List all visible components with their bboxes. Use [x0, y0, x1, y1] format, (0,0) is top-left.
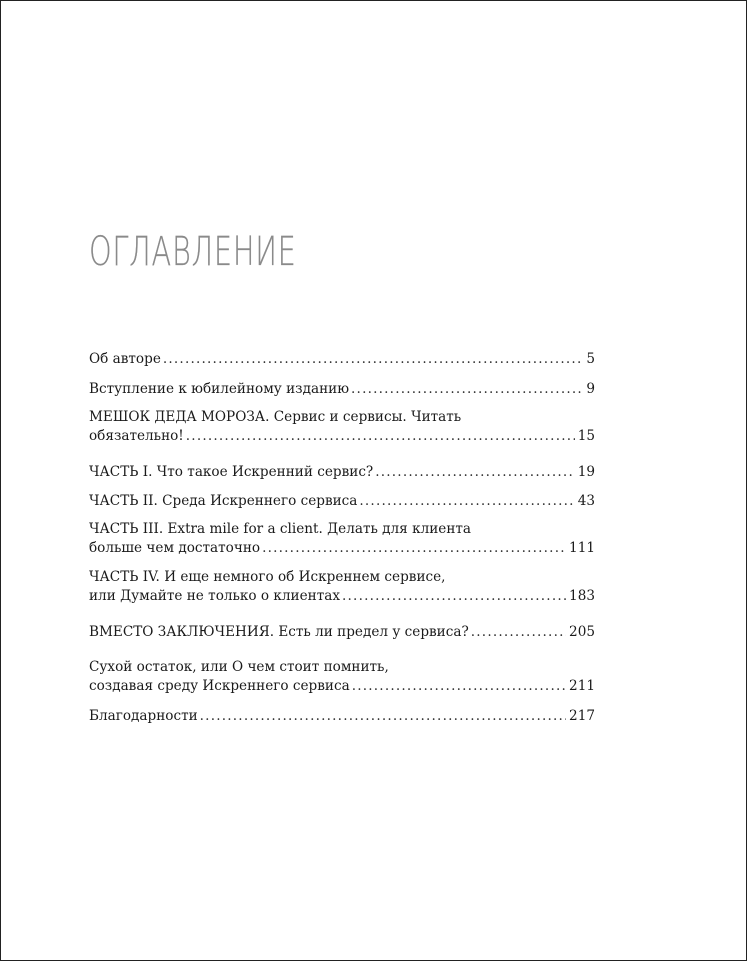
toc-entry-text: МЕШОК ДЕДА МОРОЗА. Сервис и сервисы. Читать — [89, 409, 462, 425]
dot-leader — [352, 677, 566, 696]
toc-entry-text: Об авторе — [89, 351, 161, 367]
toc-entry-text: ВМЕСТО ЗАКЛЮЧЕНИЯ. Есть ли предел у сервиса? — [89, 624, 469, 640]
toc-page-number: 5 — [586, 351, 595, 367]
toc-entry-text: ЧАСТЬ II. Среда Искреннего сервиса — [89, 493, 358, 509]
toc-page-number: 211 — [569, 678, 595, 694]
dot-leader — [200, 707, 566, 726]
dot-leader — [471, 623, 566, 642]
toc-entry-conclusion — [89, 623, 595, 642]
toc-entry-text: Вступление к юбилейному изданию — [89, 381, 350, 397]
toc-entry-summary — [89, 658, 595, 696]
toc-entry-text: больше чем достаточно — [89, 540, 261, 556]
toc-entry-text: ЧАСТЬ IV. И еще немного об Искреннем сервисе, — [89, 569, 446, 585]
toc-page-number: 111 — [569, 540, 595, 556]
toc-entry-part-2 — [89, 492, 595, 511]
page-title: ОГЛАВЛЕНИЕ — [89, 229, 297, 275]
dot-leader — [262, 539, 566, 558]
toc-page-number: 15 — [577, 428, 595, 444]
toc-entry-text: создавая среду Искреннего сервиса — [89, 678, 350, 694]
toc-entry-text: ЧАСТЬ I. Что такое Искренний сервис? — [89, 464, 374, 480]
toc-page-number: 43 — [577, 493, 595, 509]
dot-leader — [342, 587, 566, 606]
toc-entry-text: Сухой остаток, или О чем стоит помнить, — [89, 659, 389, 675]
toc-entry-about-author — [89, 350, 595, 369]
toc-page-number: 217 — [569, 708, 595, 724]
toc-entry-text: ЧАСТЬ III. Extra mile for a client. Делать для клиента — [89, 521, 472, 537]
toc-page-number: 183 — [569, 588, 595, 604]
toc-entry-santa-bag — [89, 408, 595, 446]
toc-entry-part-1 — [89, 463, 595, 482]
toc-page-number: 19 — [577, 464, 595, 480]
dot-leader — [359, 492, 574, 511]
toc-page-number: 205 — [569, 624, 595, 640]
dot-leader — [186, 427, 575, 446]
toc-entry-introduction — [89, 380, 595, 399]
dot-leader — [375, 463, 574, 482]
toc-entry-text: Благодарности — [89, 708, 198, 724]
dot-leader — [163, 350, 583, 369]
toc-entry-part-4 — [89, 568, 595, 606]
toc-entry-text: или Думайте не только о клиентах — [89, 588, 341, 604]
toc-entry-text: обязательно! — [89, 428, 184, 444]
toc-entry-part-3 — [89, 520, 595, 558]
toc-page-number: 9 — [586, 381, 595, 397]
dot-leader — [351, 380, 583, 399]
toc-entry-acknowledgements — [89, 707, 595, 726]
